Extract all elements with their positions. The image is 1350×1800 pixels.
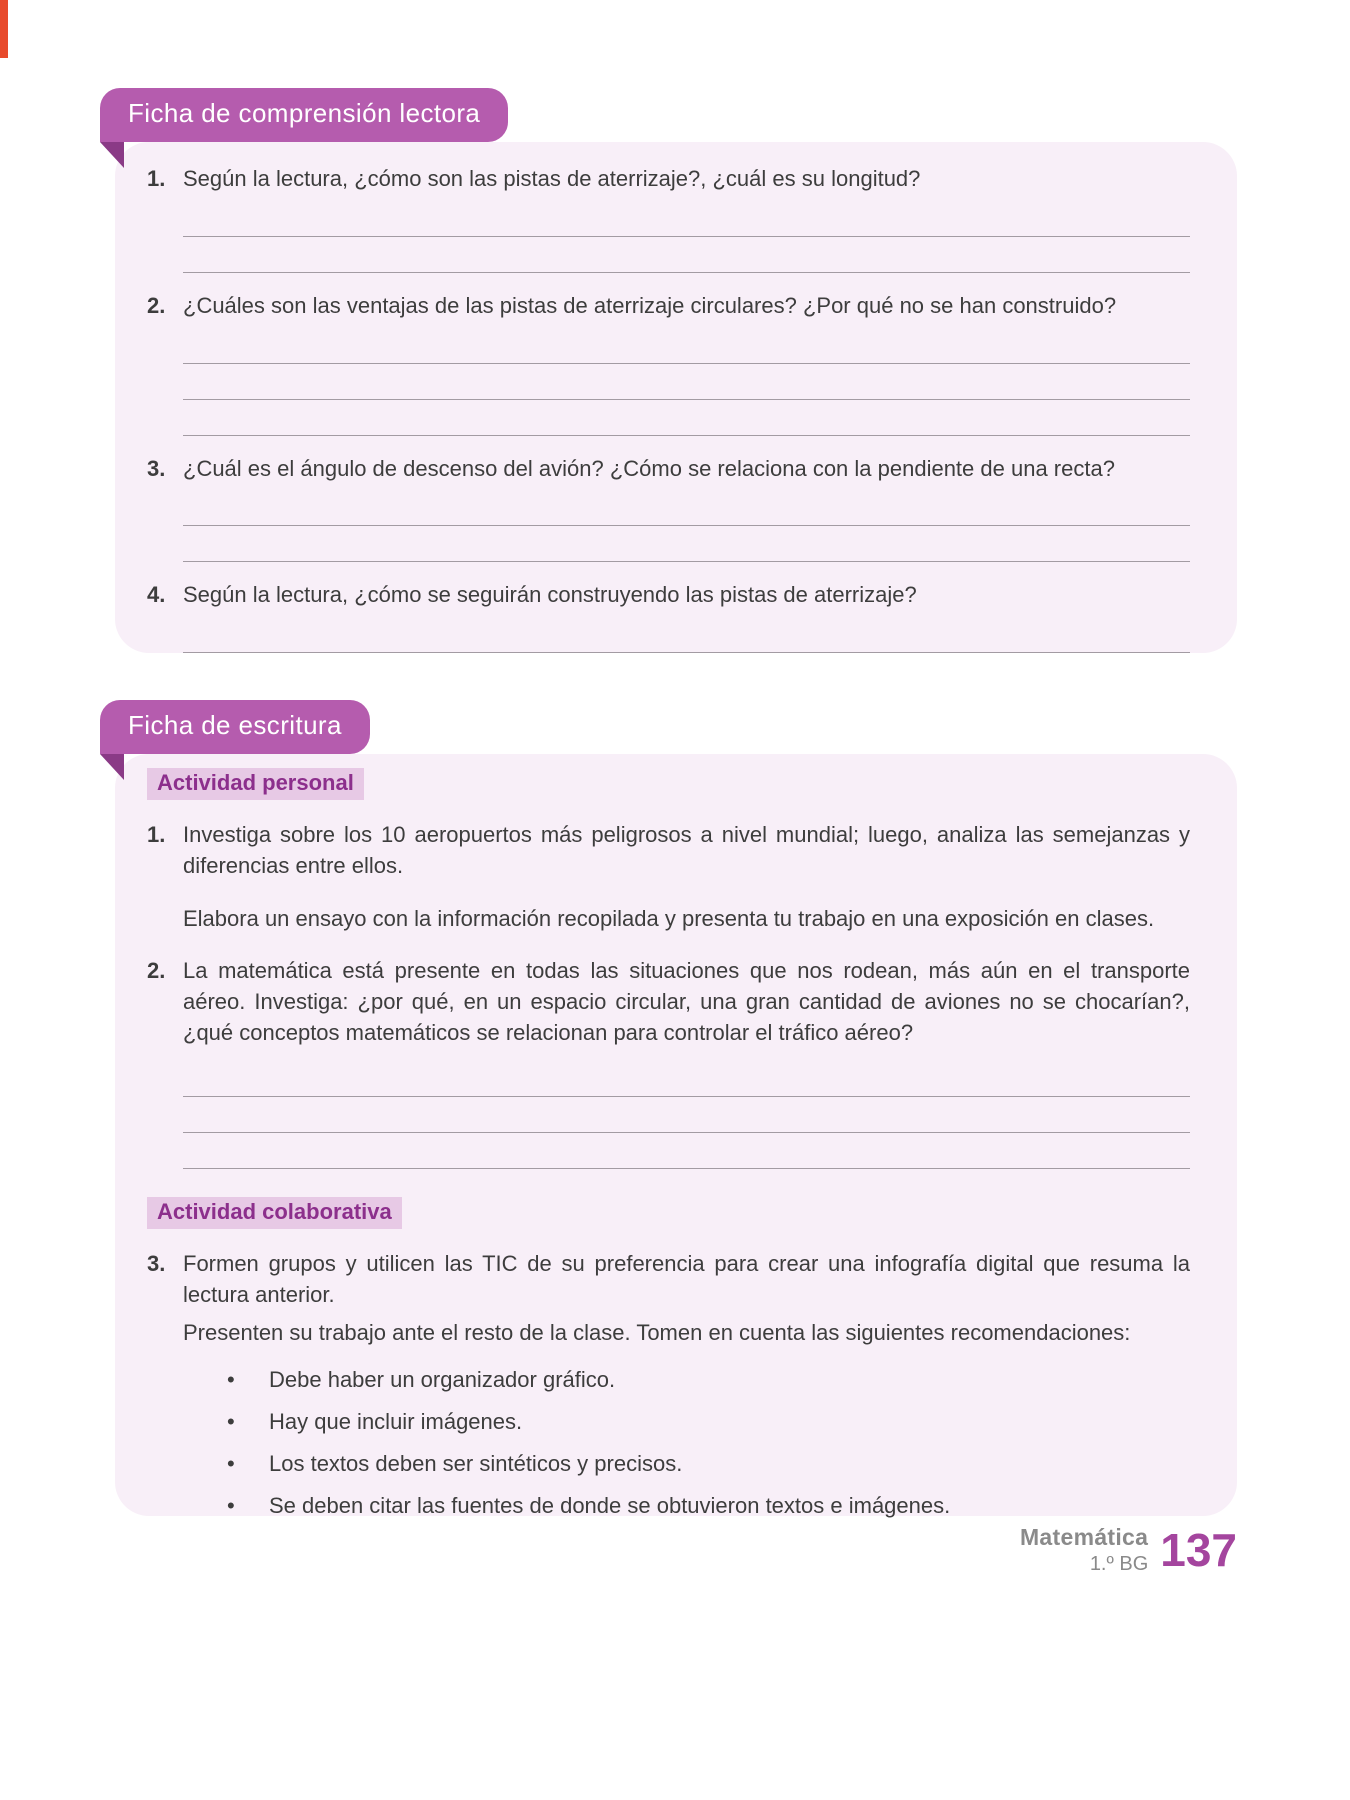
personal-activity-badge: Actividad personal bbox=[147, 768, 364, 800]
question-text: ¿Cuál es el ángulo de descenso del avión? ¿Cómo se relaciona con la pendiente de una recta? bbox=[183, 455, 1115, 481]
question-text: Según la lectura, ¿cómo son las pistas de aterrizaje?, ¿cuál es su longitud? bbox=[183, 166, 921, 191]
list-item bbox=[227, 1449, 1190, 1480]
answer-line bbox=[183, 1097, 1190, 1133]
question-number: 2. bbox=[147, 292, 166, 318]
writing-item-followup: Elabora un ensayo con la información recopilada y presenta tu trabajo en una exposición en clases. bbox=[183, 905, 1155, 931]
answer-lines bbox=[183, 617, 1190, 653]
footer-text bbox=[1020, 1524, 1148, 1576]
answer-line bbox=[183, 1133, 1190, 1169]
question-number: 4. bbox=[147, 582, 166, 608]
list-item bbox=[227, 1407, 1190, 1438]
writing-item-number: 2. bbox=[147, 958, 166, 984]
writing-item-text: Formen grupos y utilicen las TIC de su preferencia para crear una infografía digital que resuma la lectura anterior. bbox=[183, 1250, 1190, 1307]
answer-lines bbox=[183, 1061, 1190, 1169]
writing-item bbox=[147, 1249, 1190, 1311]
question-text: Según la lectura, ¿cómo se seguirán construyendo las pistas de aterrizaje? bbox=[183, 582, 917, 608]
question-number: 1. bbox=[147, 166, 166, 191]
answer-line bbox=[183, 617, 1190, 653]
list-item-text: Se deben citar las fuentes de donde se obtuvieron textos e imágenes. bbox=[269, 1492, 951, 1518]
answer-line bbox=[183, 1061, 1190, 1097]
question-item bbox=[147, 164, 1190, 195]
answer-line bbox=[183, 364, 1190, 400]
collaborative-activity-badge: Actividad colaborativa bbox=[147, 1197, 402, 1229]
reading-section-title: Ficha de comprensión lectora bbox=[128, 97, 481, 128]
list-item-text: Debe haber un organizador gráfico. bbox=[269, 1367, 616, 1393]
writing-item bbox=[147, 956, 1190, 1048]
personal-activity-row bbox=[147, 768, 1190, 800]
bullet-icon: • bbox=[227, 1492, 235, 1518]
writing-section-tab bbox=[100, 700, 370, 754]
answer-line bbox=[183, 237, 1190, 273]
answer-lines bbox=[183, 328, 1190, 436]
answer-line bbox=[183, 526, 1190, 562]
question-item bbox=[147, 580, 1190, 611]
page-footer bbox=[1020, 1524, 1237, 1576]
list-item bbox=[227, 1491, 1190, 1522]
answer-line bbox=[183, 328, 1190, 364]
writing-item-text: La matemática está presente en todas las situaciones que nos rodean, más aún en el transporte aéreo. Investiga: ¿por qué, en un espacio circular, una gran cantidad de aviones no se chocarían?, ¿qué conceptos matemáticos se relacionan para controlar el tráfico aéreo? bbox=[183, 958, 1190, 1045]
answer-line bbox=[183, 400, 1190, 436]
question-number: 3. bbox=[147, 455, 166, 481]
answer-lines bbox=[183, 490, 1190, 562]
bullet-icon: • bbox=[227, 1367, 235, 1393]
writing-panel bbox=[115, 754, 1237, 1516]
answer-line bbox=[183, 201, 1190, 237]
writing-item-followup: Presenten su trabajo ante el resto de la clase. Tomen en cuenta las siguientes recomendaciones: bbox=[183, 1320, 1131, 1346]
question-item bbox=[147, 454, 1190, 485]
writing-tab-fold bbox=[100, 754, 124, 780]
reading-panel bbox=[115, 142, 1237, 653]
bullet-icon: • bbox=[227, 1450, 235, 1476]
list-item-text: Los textos deben ser sintéticos y precisos. bbox=[269, 1450, 683, 1476]
writing-item-text: Investiga sobre los 10 aeropuertos más peligrosos a nivel mundial; luego, analiza las semejanzas y diferencias entre ellos. bbox=[183, 822, 1190, 878]
writing-item-number: 3. bbox=[147, 1250, 166, 1276]
answer-lines bbox=[183, 201, 1190, 273]
footer-grade: 1.º BG bbox=[1089, 1553, 1149, 1575]
page-edge-mark bbox=[0, 0, 8, 58]
list-item-text: Hay que incluir imágenes. bbox=[269, 1408, 523, 1434]
writing-section-title: Ficha de escritura bbox=[128, 709, 342, 740]
question-item bbox=[147, 291, 1190, 322]
page-number: 137 bbox=[1160, 1524, 1237, 1576]
reading-section-tab bbox=[100, 88, 508, 142]
writing-item-number: 1. bbox=[147, 822, 166, 847]
list-item bbox=[227, 1365, 1190, 1396]
collaborative-activity-row bbox=[147, 1197, 1190, 1229]
answer-line bbox=[183, 490, 1190, 526]
bullet-icon: • bbox=[227, 1408, 235, 1434]
writing-item bbox=[147, 820, 1190, 882]
question-text: ¿Cuáles son las ventajas de las pistas de aterrizaje circulares? ¿Por qué no se han construido? bbox=[183, 292, 1117, 318]
footer-subject: Matemática bbox=[1019, 1524, 1149, 1550]
recommendations-list bbox=[147, 1365, 1190, 1521]
